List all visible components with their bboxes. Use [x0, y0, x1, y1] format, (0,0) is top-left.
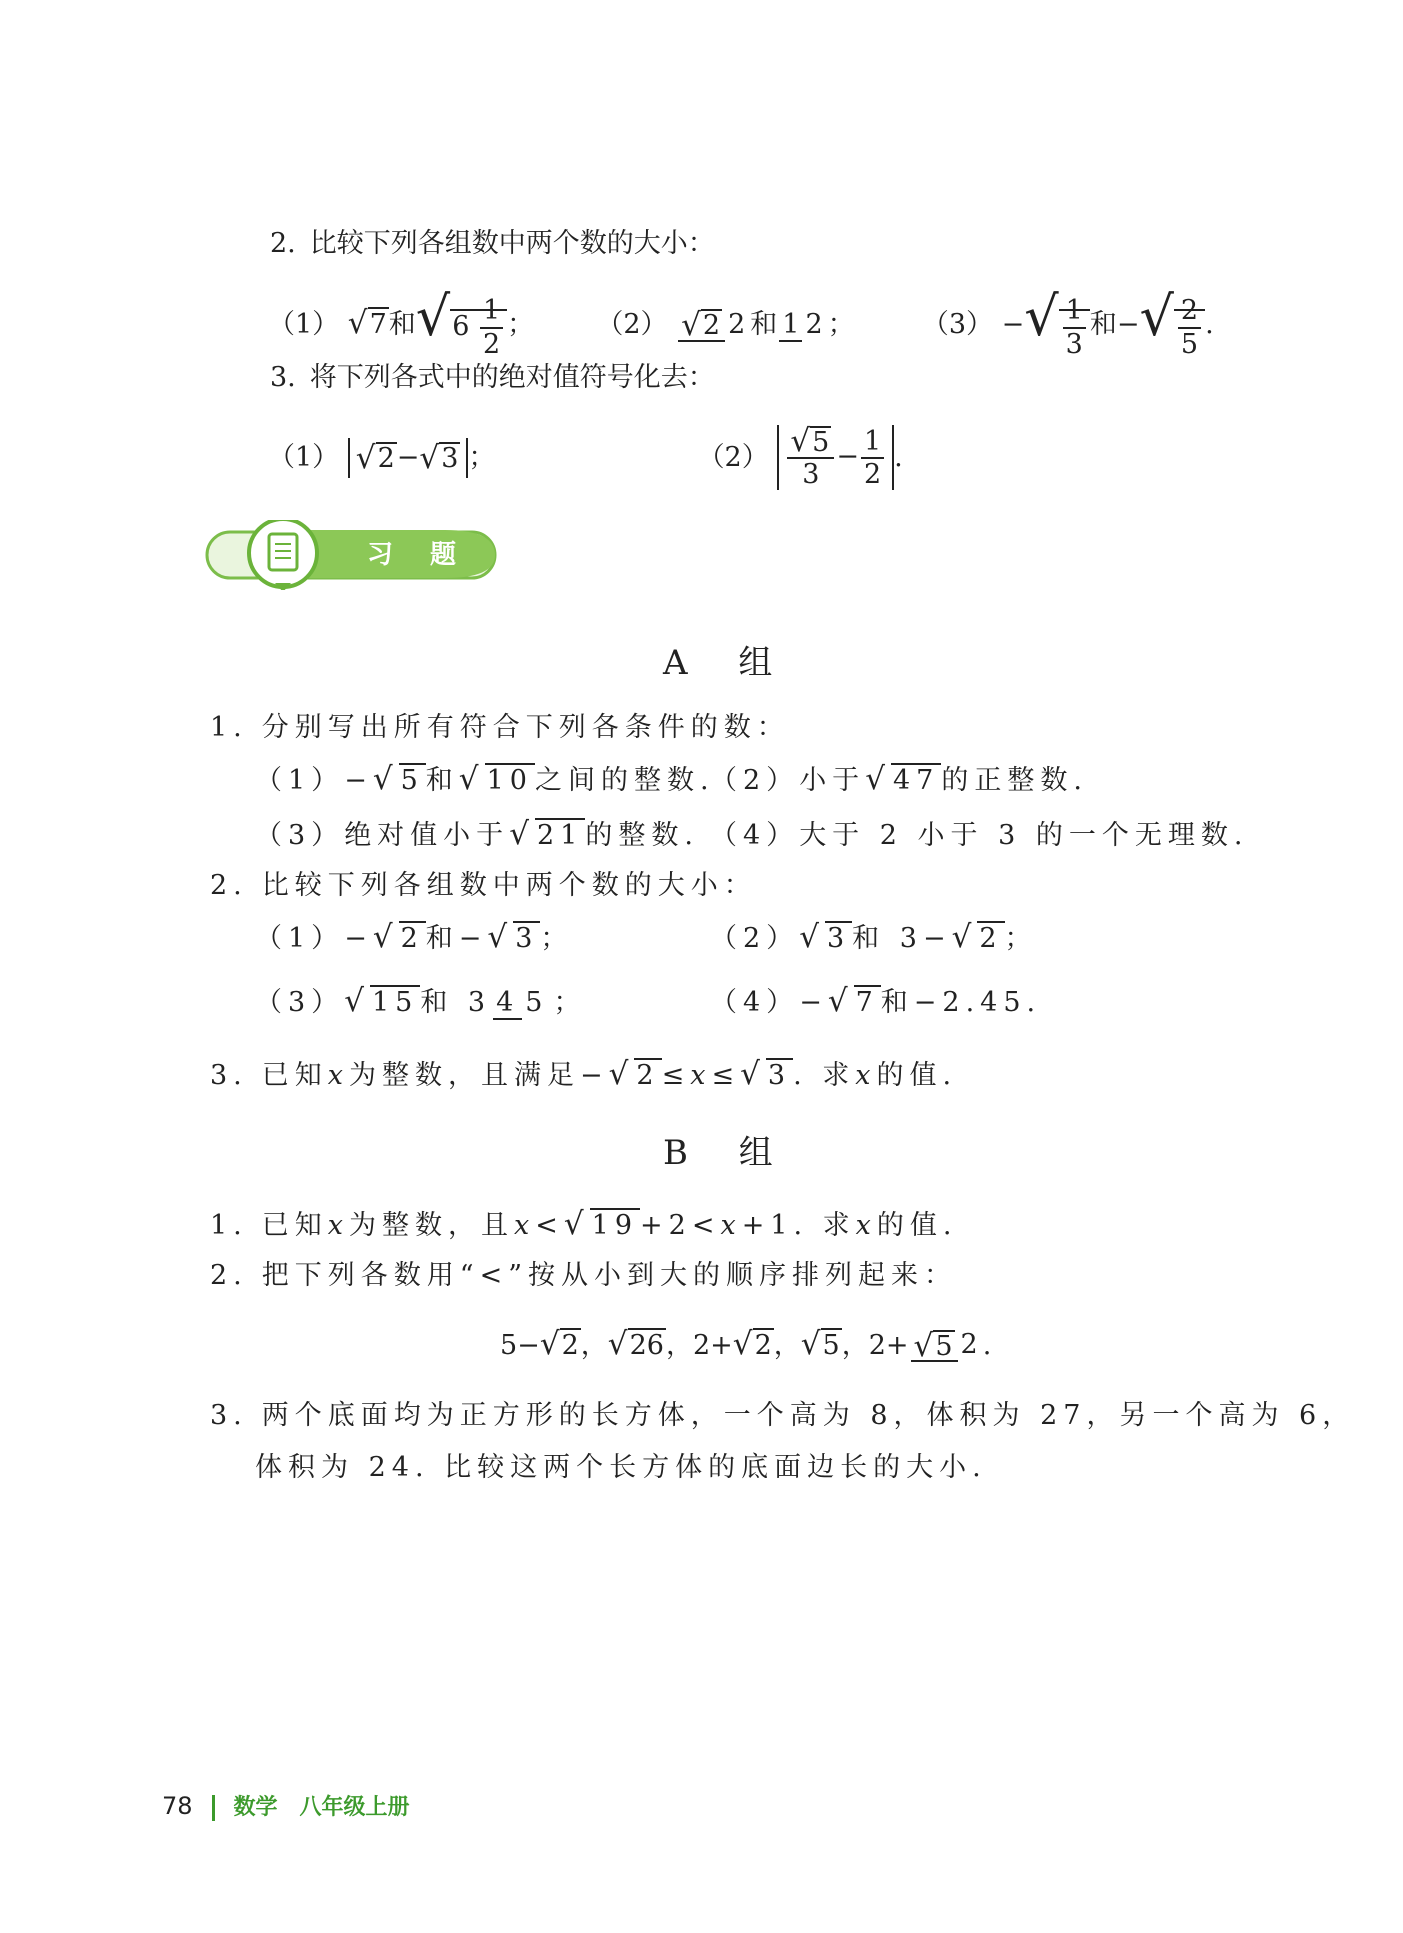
a-q2-row2: （3）√15和 3 4 5 ； — [255, 982, 587, 1019]
banner-label: 习 题 — [367, 540, 471, 570]
exercise-banner — [205, 520, 500, 590]
top-q2-parts: （1） √7和√6 $\frac{1}{2}$ ； （2） √ 2 2 和 1 2 ； （3） −√ $\frac{1}{3}$ 和−√ $\frac{2}{5}$ . — [268, 285, 1214, 360]
a-q2-row2b: （4）−√7和−2.45. — [710, 982, 1042, 1019]
a-q2-row1: （1）−√2和−√3； — [255, 918, 574, 955]
a-q1-row1b: （2）小于√47的正整数. — [710, 760, 1088, 797]
a-q1-row2: （3）绝对值小于√21的整数. — [255, 815, 699, 852]
footer-divider — [212, 1795, 215, 1821]
top-q2: 2. 比较下列各组数中两个数的大小： — [270, 227, 715, 259]
group-b-title: B 组 — [663, 1133, 793, 1173]
page-number: 78 — [162, 1792, 193, 1820]
b-q3: 3. 两个底面均为正方形的长方体，一个高为 8，体积为 27，另一个高为 6， — [210, 1399, 1356, 1431]
b-q2: 2. 把下列各数用“<”按从小到大的顺序排列起来： — [210, 1259, 957, 1291]
b-q2-list: 5−√2，√26，2+√2，√5，2+ √ 5 2 . — [500, 1325, 992, 1364]
page-footer — [162, 1790, 410, 1821]
book-title: 数学 八年级上册 — [233, 1795, 410, 1820]
top-q3: 3. 将下列各式中的绝对值符号化去： — [270, 361, 715, 393]
b-q3-line2: 体积为 24. 比较这两个长方体的底面边长的大小. — [255, 1451, 987, 1483]
group-a-title: A 组 — [663, 643, 793, 683]
a-q2: 2. 比较下列各组数中两个数的大小： — [210, 869, 757, 901]
a-q1-row2b: （4）大于 2 小于 3 的一个无理数. — [710, 819, 1249, 851]
a-q1: 1. 分别写出所有符合下列各条件的数： — [210, 711, 790, 743]
a-q2-row1b: （2）√3和 3−√2； — [710, 918, 1038, 955]
a-q3: 3. 已知x为整数，且满足−√2≤x≤√3. 求x的值. — [210, 1055, 958, 1092]
a-q1-row1: （1）−√5和√10之间的整数. — [255, 760, 715, 797]
b-q1: 1. 已知x为整数，且x<√19+2<x+1. 求x的值. — [210, 1205, 958, 1242]
top-q3-parts: （1） √ 2 − √ 3 ； （2） √ 5 3 − $\frac{1}{2}$ . — [268, 423, 903, 491]
